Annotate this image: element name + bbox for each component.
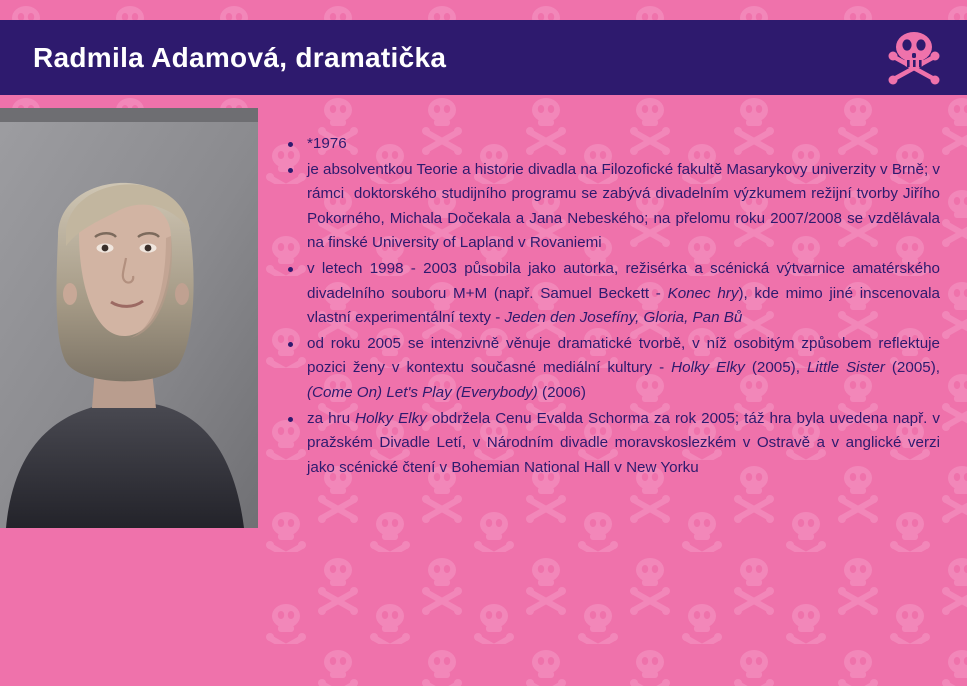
biography-bullet-list [285, 132, 940, 480]
biography-content [285, 132, 940, 481]
skull-and-crossbones-icon [883, 29, 945, 87]
avatar [0, 108, 258, 528]
portrait-lower-fill [0, 528, 258, 686]
list-item: v letech 1998 - 2003 působila jako autorka, režisérka a scénická výtvarnice amatérského divadelního souboru M+M (např. Samuel Beckett - Konec hry), kde mimo jiné inscenovala vlastní experimentální texty - Jeden den Josefíny, Gloria, Pan Bů [285, 257, 940, 331]
slide-header [0, 20, 967, 95]
portrait-panel [0, 108, 258, 686]
page-title: Radmila Adamová, dramatička [33, 41, 447, 73]
list-item: *1976 [285, 132, 940, 157]
list-item: je absolventkou Teorie a historie divadla na Filozofické fakultě Masarykovy univerzity v Brně; v rámci doktorského studijního programu se zabývá divadelním výzkumem režijní tvorby Jiřího Pokorného, Michala Dočekala a Jana Nebeského; na přelomu roku 2007/2008 se vzdělávala na finské University of Lapland v Rovaniemi [285, 158, 940, 256]
list-item: od roku 2005 se intenzivně věnuje dramatické tvorbě, v níž osobitým způsobem reflektuje pozici ženy v kontextu současné mediální kultury - Holky Elky (2005), Little Sister (2005), (Come On) Let's Play (Everybody) (2006) [285, 332, 940, 406]
list-item: za hru Holky Elky obdržela Cenu Evalda Schorma za rok 2005; táž hra byla uvedena např. v pražském Divadle Letí, v Národním divadle moravskoslezkém v Ostravě a v anglické verzi jako scénické čtení v Bohemian National Hall v New Yorku [285, 407, 940, 481]
